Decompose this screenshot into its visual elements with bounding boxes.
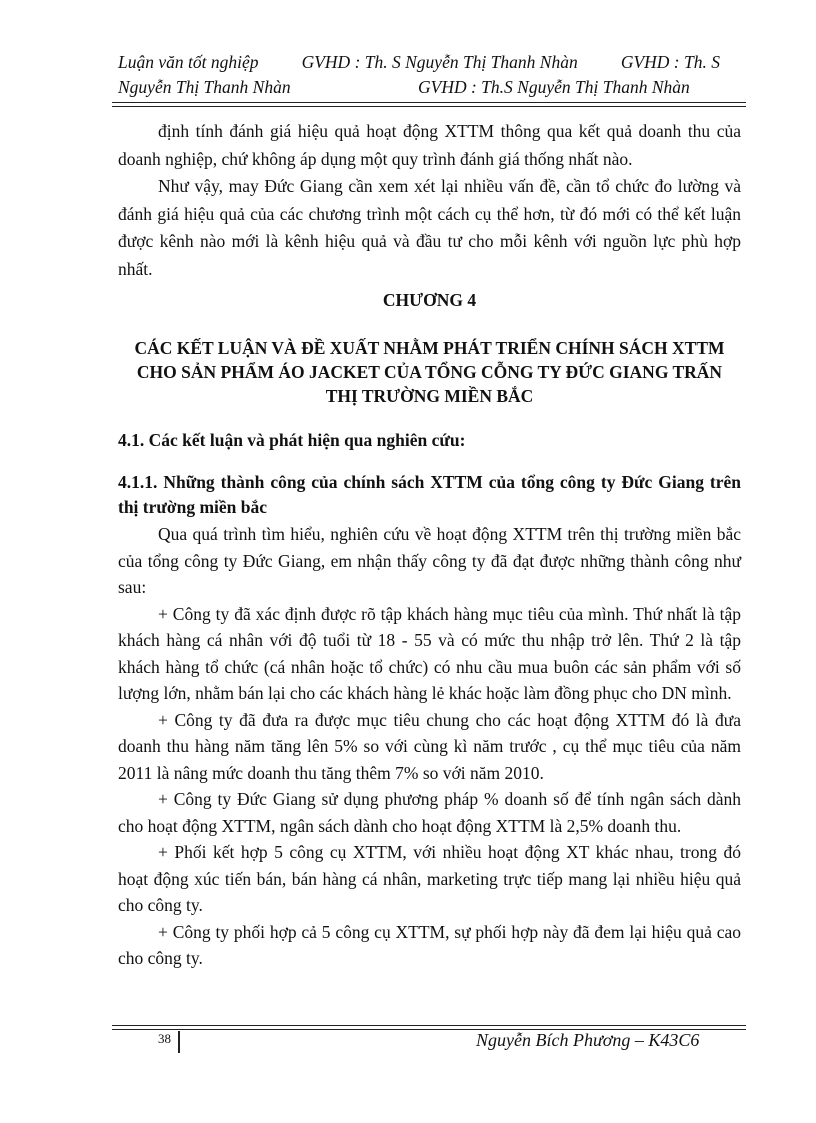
content-paragraph-3: + Công ty đã đưa ra được mục tiêu chung cho các hoạt động XTTM đó là đưa doanh thu hàng năm tăng lên 5% so với cùng kì năm trước , cụ thể mục tiêu của năm 2011 là nâng mức doanh thu tăng thêm 7% so với năm 2010. <box>118 709 741 783</box>
content-paragraph-2: + Công ty đã xác định được rõ tập khách hàng mục tiêu của mình. Thứ nhất là tập khách hàng cá nhân với độ tuổi từ 18 - 55 và có mức thu nhập trở lên. Thứ 2 là tập khách hàng tổ chức (cá nhân hoặc tổ chức) có nhu cầu mua buôn các sản phẩm với số lượng lớn, nhằm bán lại cho các khách hàng lẻ khác hoặc làm đồng phục cho DN mình. <box>118 603 741 703</box>
chapter-heading: CHƯƠNG 4 <box>382 290 477 310</box>
page-header <box>118 50 720 100</box>
page-number: 38 <box>158 1031 171 1046</box>
section-heading-4-1-1: 4.1.1. Những thành công của chính sách XTTM của tổng công ty Đức Giang trên thị trường miền bắc <box>118 472 741 517</box>
chapter-title <box>118 336 741 408</box>
footer-rule <box>112 1025 746 1026</box>
chapter-title-line-2: CHO SẢN PHẨM ÁO JACKET CỦA TỔNG CỖNG TY ĐỨC GIANG TRẤN <box>136 362 723 382</box>
intro-paragraph-1: định tính đánh giá hiệu quả hoạt động XTTM thông qua kết quả doanh thu của doanh nghiệp, chứ không áp dụng một quy trình đánh giá thống nhất nào. <box>118 121 741 169</box>
intro-text <box>118 118 741 283</box>
chapter-title-line-3: THỊ TRƯỜNG MIỀN BẮC <box>325 386 534 406</box>
content-paragraph-5: + Phối kết hợp 5 công cụ XTTM, với nhiều hoạt động XT khác nhau, trong đó hoạt động xúc tiến bán, bán hàng cá nhân, marketing trực tiếp mang lại nhiều hiệu quả cho công ty. <box>118 842 741 915</box>
content-paragraph-6: + Công ty phối hợp cả 5 công cụ XTTM, sự phối hợp này đã đem lại hiệu quả cao cho công ty. <box>118 921 741 968</box>
section-content <box>118 521 741 972</box>
content-paragraph-4: + Công ty Đức Giang sử dụng phương pháp % doanh số để tính ngân sách dành cho hoạt động XTTM, ngân sách dành cho hoạt động XTTM là 2,5% doanh thu. <box>118 789 741 836</box>
header-thesis-label: Luận văn tốt nghiệp <box>118 52 259 72</box>
section-heading-4-1: 4.1. Các kết luận và phát hiện qua nghiên cứu: <box>118 430 466 450</box>
header-advisor-3: GVHD : Th.S Nguyễn Thị Thanh Nhàn <box>418 77 690 97</box>
header-advisor-1: GVHD : Th. S Nguyễn Thị Thanh Nhàn <box>301 52 578 72</box>
content-paragraph-1: Qua quá trình tìm hiểu, nghiên cứu về hoạt động XTTM trên thị trường miền bắc của tổng công ty Đức Giang, em nhận thấy công ty đã đạt được những thành công như sau: <box>118 524 741 597</box>
page-number-divider <box>178 1031 180 1053</box>
header-advisor-name: Nguyễn Thị Thanh Nhàn <box>118 77 291 97</box>
header-advisor-2: GVHD : Th. S <box>620 52 720 72</box>
intro-paragraph-2: Như vậy, may Đức Giang cần xem xét lại nhiều vấn đề, cần tổ chức đo lường và đánh giá hiệu quả của các chương trình một cách cụ thể hơn, từ đó mới có thể kết luận được kênh nào mới là kênh hiệu quả và đầu tư cho mỗi kênh với nguồn lực phù hợp nhất. <box>118 176 741 279</box>
header-rule-thin <box>112 106 746 107</box>
chapter-title-line-1: CÁC KẾT LUẬN VÀ ĐỀ XUẤT NHẰM PHÁT TRIỂN CHÍNH SÁCH XTTM <box>134 338 725 358</box>
header-rule <box>112 102 746 103</box>
footer-author: Nguyễn Bích Phương – K43C6 <box>476 1030 700 1050</box>
